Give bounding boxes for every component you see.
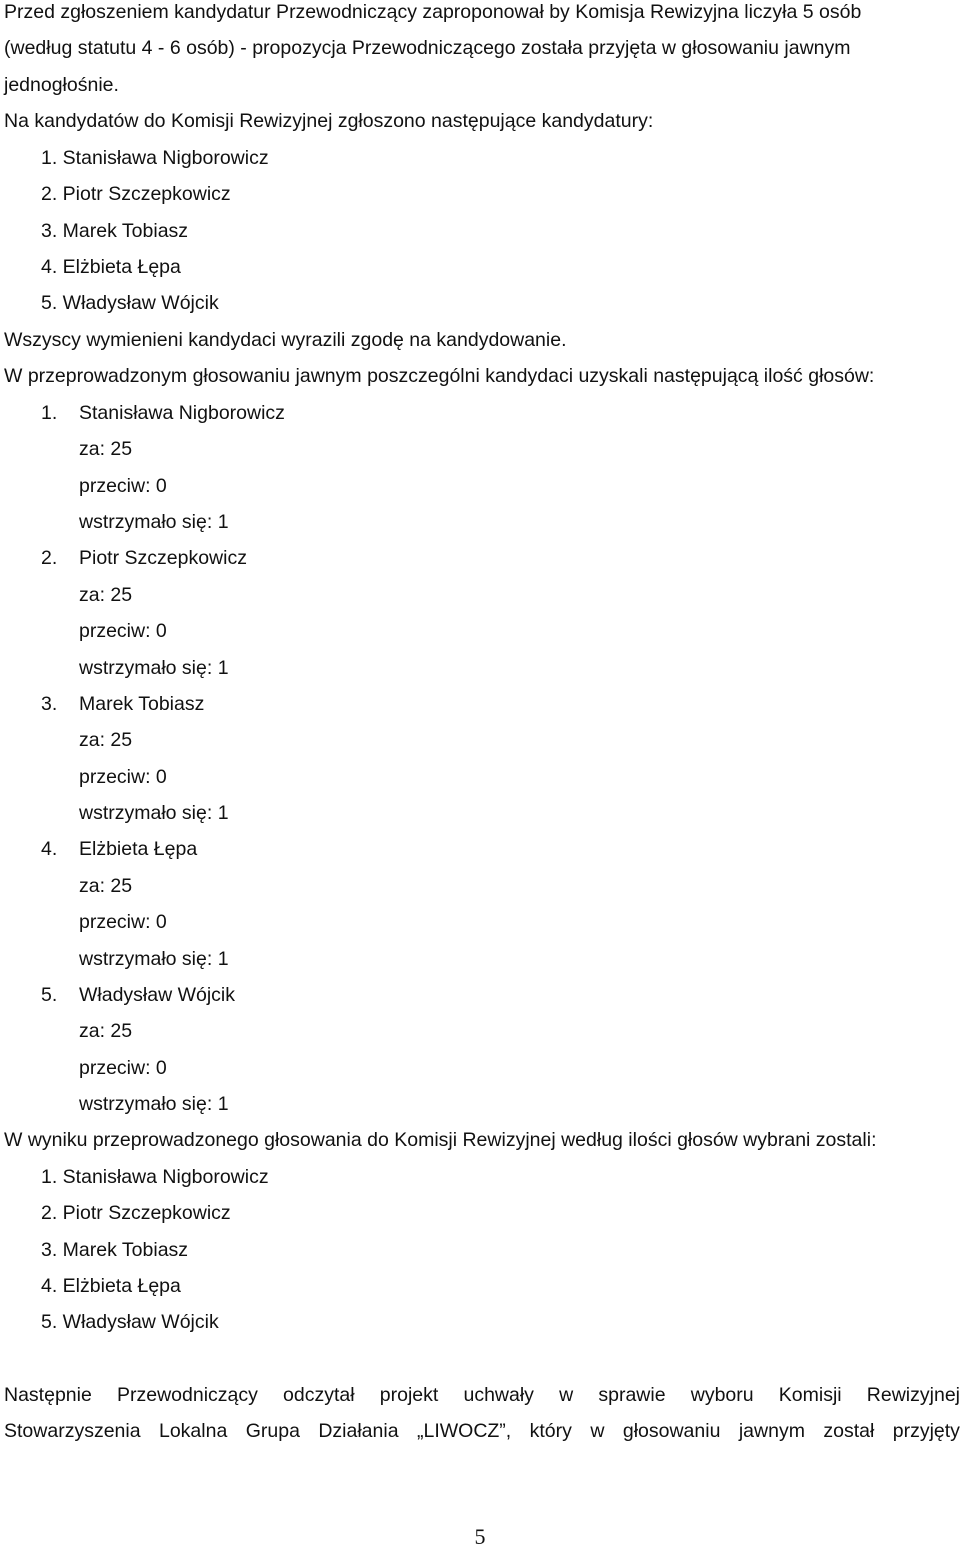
- vote-candidate-number: 2.: [41, 547, 58, 569]
- page-number: 5: [474, 1524, 486, 1549]
- closing-word: który: [529, 1420, 572, 1442]
- closing-line-2: [4, 1419, 960, 1443]
- nominee-item: 5. Władysław Wójcik: [41, 292, 219, 314]
- vote-abstained: wstrzymało się: 1: [79, 657, 229, 679]
- vote-abstained: wstrzymało się: 1: [79, 802, 229, 824]
- vote-abstained: wstrzymało się: 1: [79, 948, 229, 970]
- vote-intro: W przeprowadzonym głosowaniu jawnym poszczególni kandydaci uzyskali następującą ilość głosów:: [4, 365, 875, 387]
- intro-line-2: (według statutu 4 - 6 osób) - propozycja Przewodniczącego została przyjęta w głosowaniu jawnym: [4, 37, 851, 59]
- vote-against: przeciw: 0: [79, 1057, 167, 1079]
- vote-candidate-name: Elżbieta Łępa: [79, 838, 198, 860]
- closing-word: Stowarzyszenia: [4, 1420, 141, 1442]
- elected-intro: W wyniku przeprowadzonego głosowania do Komisji Rewizyjnej według ilości głosów wybrani zostali:: [4, 1129, 877, 1151]
- closing-word: przyjęty: [892, 1420, 960, 1442]
- closing-word: głosowaniu: [622, 1420, 721, 1442]
- intro-line-3: jednogłośnie.: [4, 74, 119, 96]
- closing-word: Przewodniczący: [116, 1384, 258, 1406]
- vote-candidate-number: 1.: [41, 402, 58, 424]
- closing-line-1: [4, 1383, 960, 1407]
- vote-for: za: 25: [79, 1020, 133, 1042]
- closing-word: Grupa: [245, 1420, 300, 1442]
- closing-word: Rewizyjnej: [866, 1384, 960, 1406]
- closing-word: w: [590, 1420, 605, 1442]
- vote-candidate-name: Stanisława Nigborowicz: [79, 402, 285, 424]
- vote-against: przeciw: 0: [79, 911, 167, 933]
- vote-candidate-name: Władysław Wójcik: [79, 984, 236, 1006]
- vote-candidate-name: Marek Tobiasz: [79, 693, 205, 715]
- elected-item: 1. Stanisława Nigborowicz: [41, 1166, 269, 1188]
- vote-for: za: 25: [79, 438, 133, 460]
- closing-word: uchwały: [463, 1384, 534, 1406]
- closing-word: Komisji: [778, 1384, 842, 1406]
- vote-abstained: wstrzymało się: 1: [79, 511, 229, 533]
- closing-word: w: [559, 1384, 574, 1406]
- vote-abstained: wstrzymało się: 1: [79, 1093, 229, 1115]
- closing-word: projekt: [379, 1384, 439, 1406]
- nominations-intro: Na kandydatów do Komisji Rewizyjnej zgłoszono następujące kandydatury:: [4, 110, 654, 132]
- nominee-item: 4. Elżbieta Łępa: [41, 256, 181, 278]
- elected-item: 4. Elżbieta Łępa: [41, 1275, 181, 1297]
- vote-for: za: 25: [79, 875, 133, 897]
- closing-word: został: [823, 1420, 875, 1442]
- closing-word: Lokalna: [158, 1420, 228, 1442]
- closing-word: „LIWOCZ”,: [416, 1420, 512, 1442]
- vote-candidate-name: Piotr Szczepkowicz: [79, 547, 247, 569]
- nominee-item: 2. Piotr Szczepkowicz: [41, 183, 231, 205]
- consent-text: Wszyscy wymienieni kandydaci wyrazili zgodę na kandydowanie.: [4, 329, 567, 351]
- vote-candidate-number: 4.: [41, 838, 58, 860]
- closing-word: odczytał: [283, 1384, 355, 1406]
- closing-word: Następnie: [4, 1384, 92, 1406]
- elected-item: 2. Piotr Szczepkowicz: [41, 1202, 231, 1224]
- closing-word: sprawie: [598, 1384, 666, 1406]
- vote-against: przeciw: 0: [79, 620, 167, 642]
- elected-item: 5. Władysław Wójcik: [41, 1311, 219, 1333]
- nominee-item: 3. Marek Tobiasz: [41, 220, 189, 242]
- vote-for: za: 25: [79, 729, 133, 751]
- vote-against: przeciw: 0: [79, 475, 167, 497]
- closing-word: jawnym: [738, 1420, 805, 1442]
- intro-line-1: Przed zgłoszeniem kandydatur Przewodniczący zaproponował by Komisja Rewizyjna liczyła 5 osób: [4, 1, 862, 23]
- vote-against: przeciw: 0: [79, 766, 167, 788]
- vote-candidate-number: 5.: [41, 984, 58, 1006]
- closing-word: Działania: [318, 1420, 399, 1442]
- closing-word: wyboru: [690, 1384, 754, 1406]
- vote-candidate-number: 3.: [41, 693, 58, 715]
- nominee-item: 1. Stanisława Nigborowicz: [41, 147, 269, 169]
- vote-for: za: 25: [79, 584, 133, 606]
- elected-item: 3. Marek Tobiasz: [41, 1239, 189, 1261]
